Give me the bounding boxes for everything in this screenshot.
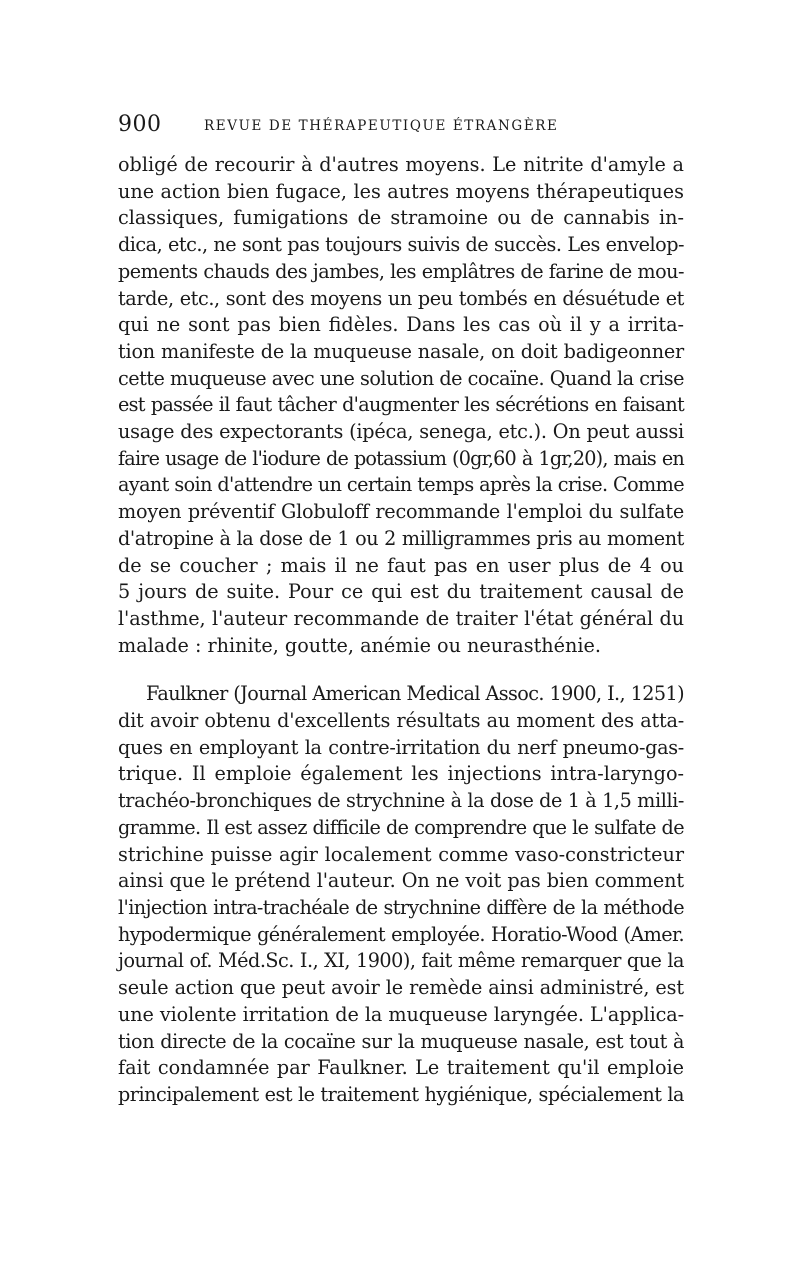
text-line: 5 jours de suite. Pour ce qui est du traitement causal de <box>118 580 684 604</box>
text-line: trique. Il emploie également les injections intra-laryngo- <box>118 762 684 786</box>
text-line: malade : rhinite, goutte, anémie ou neurasthénie. <box>118 633 601 657</box>
text-line: tion manifeste de la muqueuse nasale, on doit badigeonner <box>118 339 684 363</box>
text-line: une violente irritation de la muqueuse laryngée. L'applica- <box>118 1002 684 1026</box>
book-page <box>118 112 684 1109</box>
text-line: Faulkner (Journal American Medical Assoc. 1900, I., 1251) <box>146 682 684 706</box>
running-head <box>118 112 684 142</box>
text-line: journal of. Méd.Sc. I., XI, 1900), fait même remarquer que la <box>118 949 684 973</box>
text-line: dit avoir obtenu d'excellents résultats au moment des atta- <box>118 709 684 733</box>
text-line: l'injection intra-trachéale de strychnine diffère de la méthode <box>118 895 684 919</box>
paragraph-1 <box>118 152 684 659</box>
text-line: obligé de recourir à d'autres moyens. Le nitrite d'amyle a <box>118 153 684 176</box>
text-line: strichine puisse agir localement comme vaso-constricteur <box>118 842 684 866</box>
text-line: moyen préventif Globuloff recommande l'emploi du sulfate <box>118 500 684 524</box>
text-line: qui ne sont pas bien fidèles. Dans les cas où il y a irrita- <box>118 313 684 337</box>
running-title: REVUE DE THÉRAPEUTIQUE ÉTRANGÈRE <box>204 118 559 134</box>
text-line: ayant soin d'attendre un certain temps après la crise. Comme <box>118 473 684 497</box>
text-line: d'atropine à la dose de 1 ou 2 milligrammes pris au moment <box>118 526 684 550</box>
text-line: trachéo-bronchiques de strychnine à la dose de 1 à 1,5 milli- <box>118 789 684 813</box>
text-line: gramme. Il est assez difficile de comprendre que le sulfate de <box>118 815 684 839</box>
text-line: tion directe de la cocaïne sur la muqueuse nasale, est tout à <box>118 1029 684 1053</box>
paragraph-2 <box>118 681 684 1108</box>
text-line: cette muqueuse avec une solution de cocaïne. Quand la crise <box>118 366 684 390</box>
text-line: est passée il faut tâcher d'augmenter les sécrétions en faisant <box>118 393 684 417</box>
text-line: de se coucher ; mais il ne faut pas en user plus de 4 ou <box>118 553 684 577</box>
text-line: l'asthme, l'auteur recommande de traiter l'état général du <box>118 606 684 630</box>
text-line: principalement est le traitement hygiénique, spécialement la <box>118 1082 684 1106</box>
text-line: faire usage de l'iodure de potassium (0gr,60 à 1gr,20), mais en <box>118 446 684 470</box>
text-line: hypodermique généralement employée. Horatio-Wood (Amer. <box>118 922 684 946</box>
text-line: classiques, fumigations de stramoine ou de cannabis in- <box>118 206 684 230</box>
text-line: ainsi que le prétend l'auteur. On ne voit pas bien comment <box>118 869 684 893</box>
text-line: seule action que peut avoir le remède ainsi administré, est <box>118 976 684 1000</box>
text-line: pements chauds des jambes, les emplâtres de farine de mou- <box>118 259 684 283</box>
text-line: dica, etc., ne sont pas toujours suivis de succès. Les envelop- <box>118 233 684 257</box>
text-line: ques en employant la contre-irritation du nerf pneumo-gas- <box>118 735 684 759</box>
text-line: usage des expectorants (ipéca, senega, etc.). On peut aussi <box>118 420 684 444</box>
text-line: une action bien fugace, les autres moyens thérapeutiques <box>118 179 684 203</box>
text-line: tarde, etc., sont des moyens un peu tombés en désuétude et <box>118 286 684 310</box>
page-number: 900 <box>118 112 162 137</box>
text-line: fait condamnée par Faulkner. Le traitement qu'il emploie <box>118 1056 684 1080</box>
